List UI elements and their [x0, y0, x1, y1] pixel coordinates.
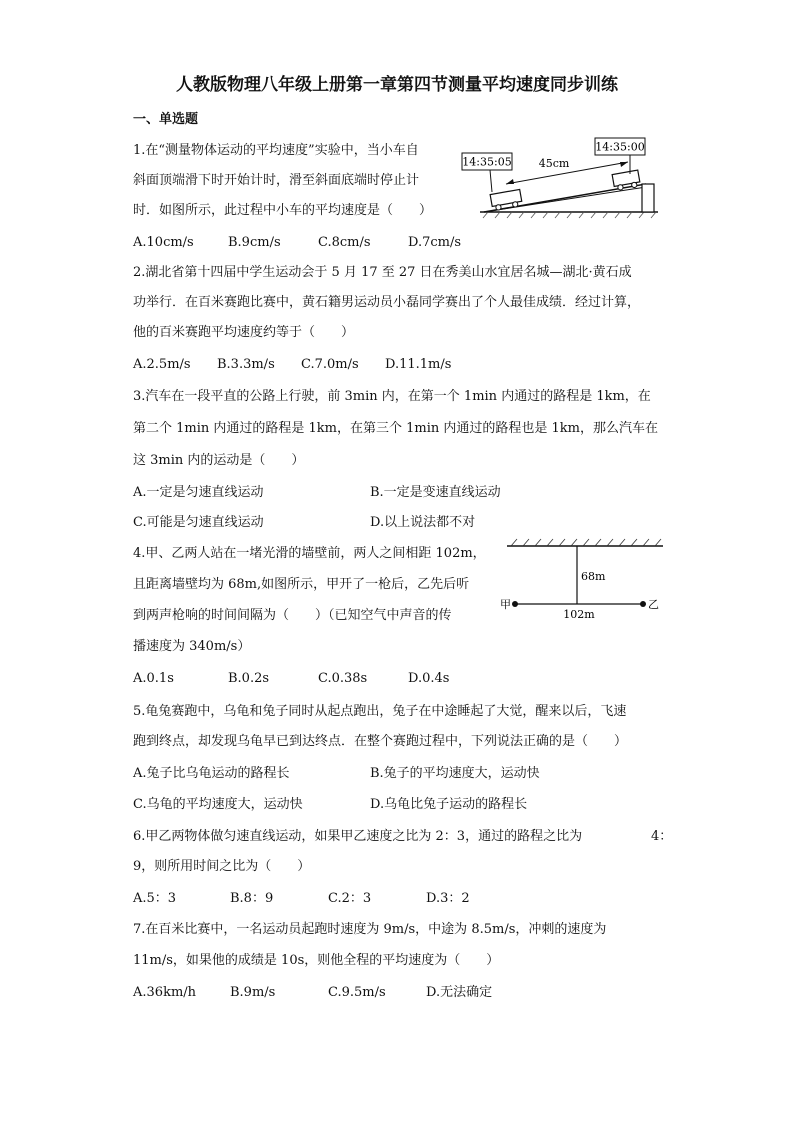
q2-line-1: 2.湖北省第十四届中学生运动会于 5 月 17 至 27 日在秀美山水宜居名城—湖北·黄石成 — [133, 265, 632, 280]
section-heading: 一、单选题 — [133, 112, 199, 127]
q7-option-c[interactable]: C.9.5m/s — [328, 985, 386, 1000]
q1-incline-figure — [458, 134, 668, 220]
q4-height-label: 68m — [581, 570, 606, 583]
q4-left-label: 甲 — [500, 598, 511, 611]
q1-time-start: 14:35:00 — [595, 140, 645, 154]
q4-width-label: 102m — [563, 608, 595, 621]
q2-line-2: 功举行．在百米赛跑比赛中，黄石籍男运动员小磊同学赛出了个人最佳成绩．经过计算， — [133, 295, 641, 310]
q3-line-2: 第二个 1min 内通过的路程是 1km，在第三个 1min 内通过的路程也是 1km，那么汽车在 — [133, 421, 659, 436]
q7-option-d[interactable]: D.无法确定 — [426, 985, 493, 1000]
q5-option-b[interactable]: B.兔子的平均速度大，运动快 — [370, 766, 540, 781]
q1-distance-label: 45cm — [538, 157, 570, 170]
q6-option-c[interactable]: C.2：3 — [328, 891, 372, 906]
q6-option-d[interactable]: D.3：2 — [426, 891, 470, 906]
q2-option-b[interactable]: B.3.3m/s — [217, 357, 275, 372]
q1-option-c[interactable]: C.8cm/s — [318, 235, 371, 250]
q4-line-2: 且距离墙壁均为 68m,如图所示，甲开了一枪后，乙先后听 — [133, 577, 470, 592]
q4-option-d[interactable]: D.0.4s — [408, 671, 450, 686]
q4-line-1: 4.甲、乙两人站在一堵光滑的墙壁前，两人之间相距 102m， — [133, 546, 486, 561]
q4-right-label: 乙 — [648, 598, 659, 611]
q4-line-4: 播速度为 340m/s） — [133, 639, 251, 654]
q6-line-1-tail: 4： — [651, 829, 673, 844]
q2-option-d[interactable]: D.11.1m/s — [385, 357, 452, 372]
q2-line-3: 他的百米赛跑平均速度约等于（ ） — [133, 325, 355, 340]
q3-option-d[interactable]: D.以上说法都不对 — [370, 515, 476, 530]
q1-line-2: 斜面顶端滑下时开始计时，滑至斜面底端时停止计 — [133, 173, 420, 188]
q3-line-3: 这 3min 内的运动是（ ） — [133, 453, 305, 468]
q5-line-1: 5.龟兔赛跑中，乌龟和兔子同时从起点跑出，兔子在中途睡起了大觉，醒来以后，飞速 — [133, 704, 627, 719]
q7-line-1: 7.在百米比赛中，一名运动员起跑时速度为 9m/s，中途为 8.5m/s，冲刺的速度为 — [133, 922, 607, 937]
q2-option-c[interactable]: C.7.0m/s — [301, 357, 359, 372]
q5-option-d[interactable]: D.乌龟比兔子运动的路程长 — [370, 797, 528, 812]
q5-option-c[interactable]: C.乌龟的平均速度大，运动快 — [133, 797, 303, 812]
q4-line-3: 到两声枪响的时间间隔为（ ）（已知空气中声音的传 — [133, 608, 452, 623]
q1-option-a[interactable]: A.10cm/s — [133, 235, 194, 250]
q7-option-a[interactable]: A.36km/h — [133, 985, 197, 1000]
q1-option-b[interactable]: B.9cm/s — [228, 235, 281, 250]
q4-wall-figure — [497, 536, 667, 622]
q6-option-b[interactable]: B.8：9 — [230, 891, 274, 906]
q4-option-a[interactable]: A.0.1s — [133, 671, 174, 686]
q5-option-a[interactable]: A.兔子比乌龟运动的路程长 — [133, 766, 290, 781]
q3-option-a[interactable]: A.一定是匀速直线运动 — [133, 485, 264, 500]
q4-option-b[interactable]: B.0.2s — [228, 671, 270, 686]
q1-option-d[interactable]: D.7cm/s — [408, 235, 462, 250]
q1-line-3: 时．如图所示，此过程中小车的平均速度是（ ） — [133, 203, 433, 218]
q4-option-c[interactable]: C.0.38s — [318, 671, 368, 686]
q5-line-2: 跑到终点，却发现乌龟早已到达终点．在整个赛跑过程中，下列说法正确的是（ ） — [133, 734, 628, 749]
q3-option-b[interactable]: B.一定是变速直线运动 — [370, 485, 501, 500]
q7-line-2: 11m/s，如果他的成绩是 10s，则他全程的平均速度为（ ） — [133, 953, 500, 968]
q2-option-a[interactable]: A.2.5m/s — [133, 357, 191, 372]
q6-option-a[interactable]: A.5：3 — [133, 891, 177, 906]
q1-time-end: 14:35:05 — [462, 155, 512, 169]
page-title: 人教版物理八年级上册第一章第四节测量平均速度同步训练 — [176, 75, 618, 95]
q7-option-b[interactable]: B.9m/s — [230, 985, 276, 1000]
q3-option-c[interactable]: C.可能是匀速直线运动 — [133, 515, 264, 530]
q6-line-1: 6.甲乙两物体做匀速直线运动，如果甲乙速度之比为 2：3，通过的路程之比为 — [133, 829, 583, 844]
q6-line-2: 9，则所用时间之比为（ ） — [133, 859, 311, 874]
q1-line-1: 1.在“测量物体运动的平均速度”实验中，当小车自 — [133, 143, 419, 158]
q3-line-1: 3.汽车在一段平直的公路上行驶，前 3min 内，在第一个 1min 内通过的路程是 1km，在 — [133, 389, 651, 404]
